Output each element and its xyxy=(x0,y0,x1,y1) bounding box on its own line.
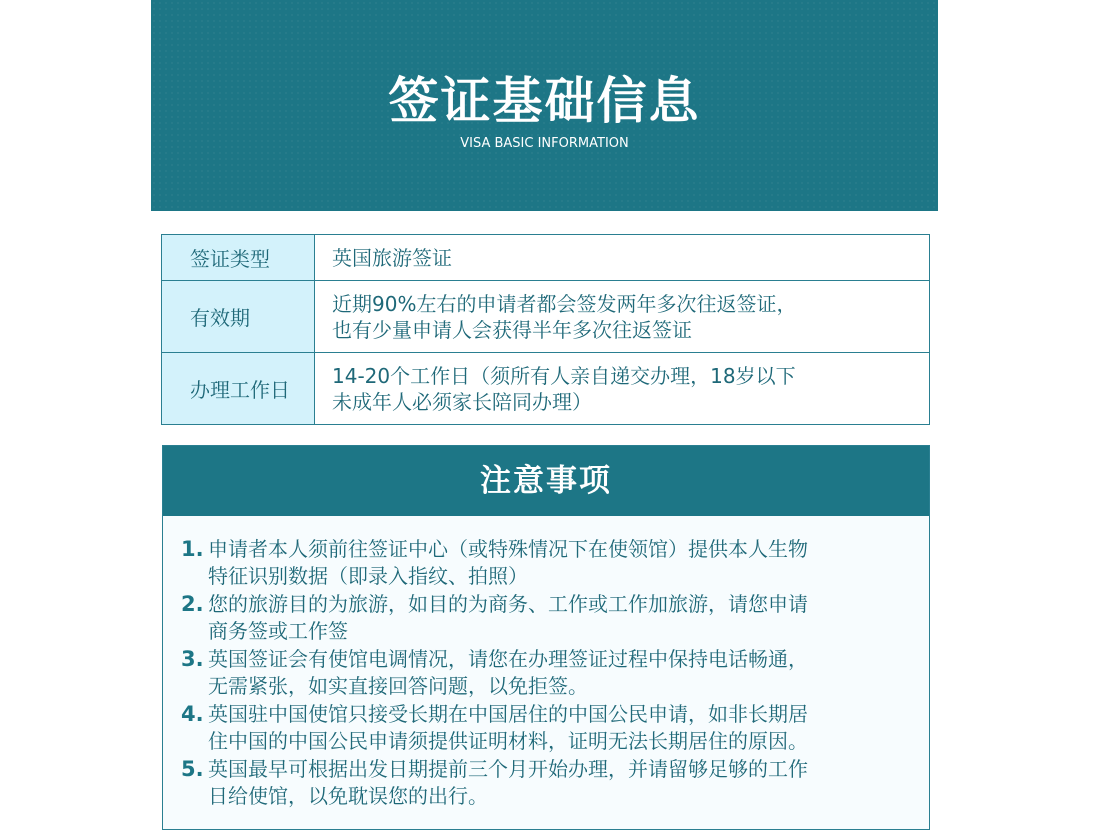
info-label: 有效期 xyxy=(162,281,315,352)
notes-section xyxy=(162,445,930,830)
banner-title: 签证基础信息 xyxy=(388,72,701,130)
note-line: 无需紧张，如实直接回答问题，以免拒签。 xyxy=(208,674,588,698)
list-item xyxy=(181,591,901,645)
note-line: 英国最早可根据出发日期提前三个月开始办理，并请留够足够的工作 xyxy=(208,757,808,781)
note-line: 申请者本人须前往签证中心（或特殊情况下在使领馆）提供本人生物 xyxy=(208,537,808,561)
note-number: 5. xyxy=(181,757,204,781)
info-row-processing-days xyxy=(162,353,929,424)
info-value-line: 近期90%左右的申请者都会签发两年多次往返签证， xyxy=(332,291,797,316)
note-line: 英国签证会有使馆电调情况，请您在办理签证过程中保持电话畅通， xyxy=(208,647,808,671)
info-value xyxy=(315,281,929,352)
note-number: 4. xyxy=(181,702,204,726)
note-line: 您的旅游目的为旅游，如目的为商务、工作或工作加旅游，请您申请 xyxy=(208,592,808,616)
banner-subtitle: VISA BASIC INFORMATION xyxy=(460,136,629,151)
note-line: 英国驻中国使馆只接受长期在中国居住的中国公民申请，如非长期居 xyxy=(208,702,808,726)
list-item xyxy=(181,646,901,700)
visa-info-page xyxy=(151,0,938,839)
header-banner xyxy=(151,0,938,211)
info-value-line: 英国旅游签证 xyxy=(332,245,452,270)
note-number: 2. xyxy=(181,592,204,616)
note-number: 3. xyxy=(181,647,204,671)
list-item xyxy=(181,701,901,755)
note-line: 住中国的中国公民申请须提供证明材料，证明无法长期居住的原因。 xyxy=(208,729,808,753)
list-item xyxy=(181,536,901,590)
notes-list xyxy=(181,536,901,811)
visa-info-table xyxy=(161,234,930,425)
list-item xyxy=(181,756,901,810)
note-number: 1. xyxy=(181,537,204,561)
note-line: 特征识别数据（即录入指纹、拍照） xyxy=(208,564,528,588)
info-row-validity xyxy=(162,281,929,353)
notes-title: 注意事项 xyxy=(163,446,929,516)
info-label: 办理工作日 xyxy=(162,353,315,424)
info-value-line: 也有少量申请人会获得半年多次往返签证 xyxy=(332,317,692,342)
info-value-line: 未成年人必须家长陪同办理） xyxy=(332,389,592,414)
note-line: 商务签或工作签 xyxy=(208,619,348,643)
info-value xyxy=(315,235,929,280)
info-row-visa-type xyxy=(162,235,929,281)
info-label: 签证类型 xyxy=(162,235,315,280)
info-value-line: 14-20个工作日（须所有人亲自递交办理，18岁以下 xyxy=(332,363,796,388)
note-line: 日给使馆，以免耽误您的出行。 xyxy=(208,784,488,808)
info-value xyxy=(315,353,929,424)
